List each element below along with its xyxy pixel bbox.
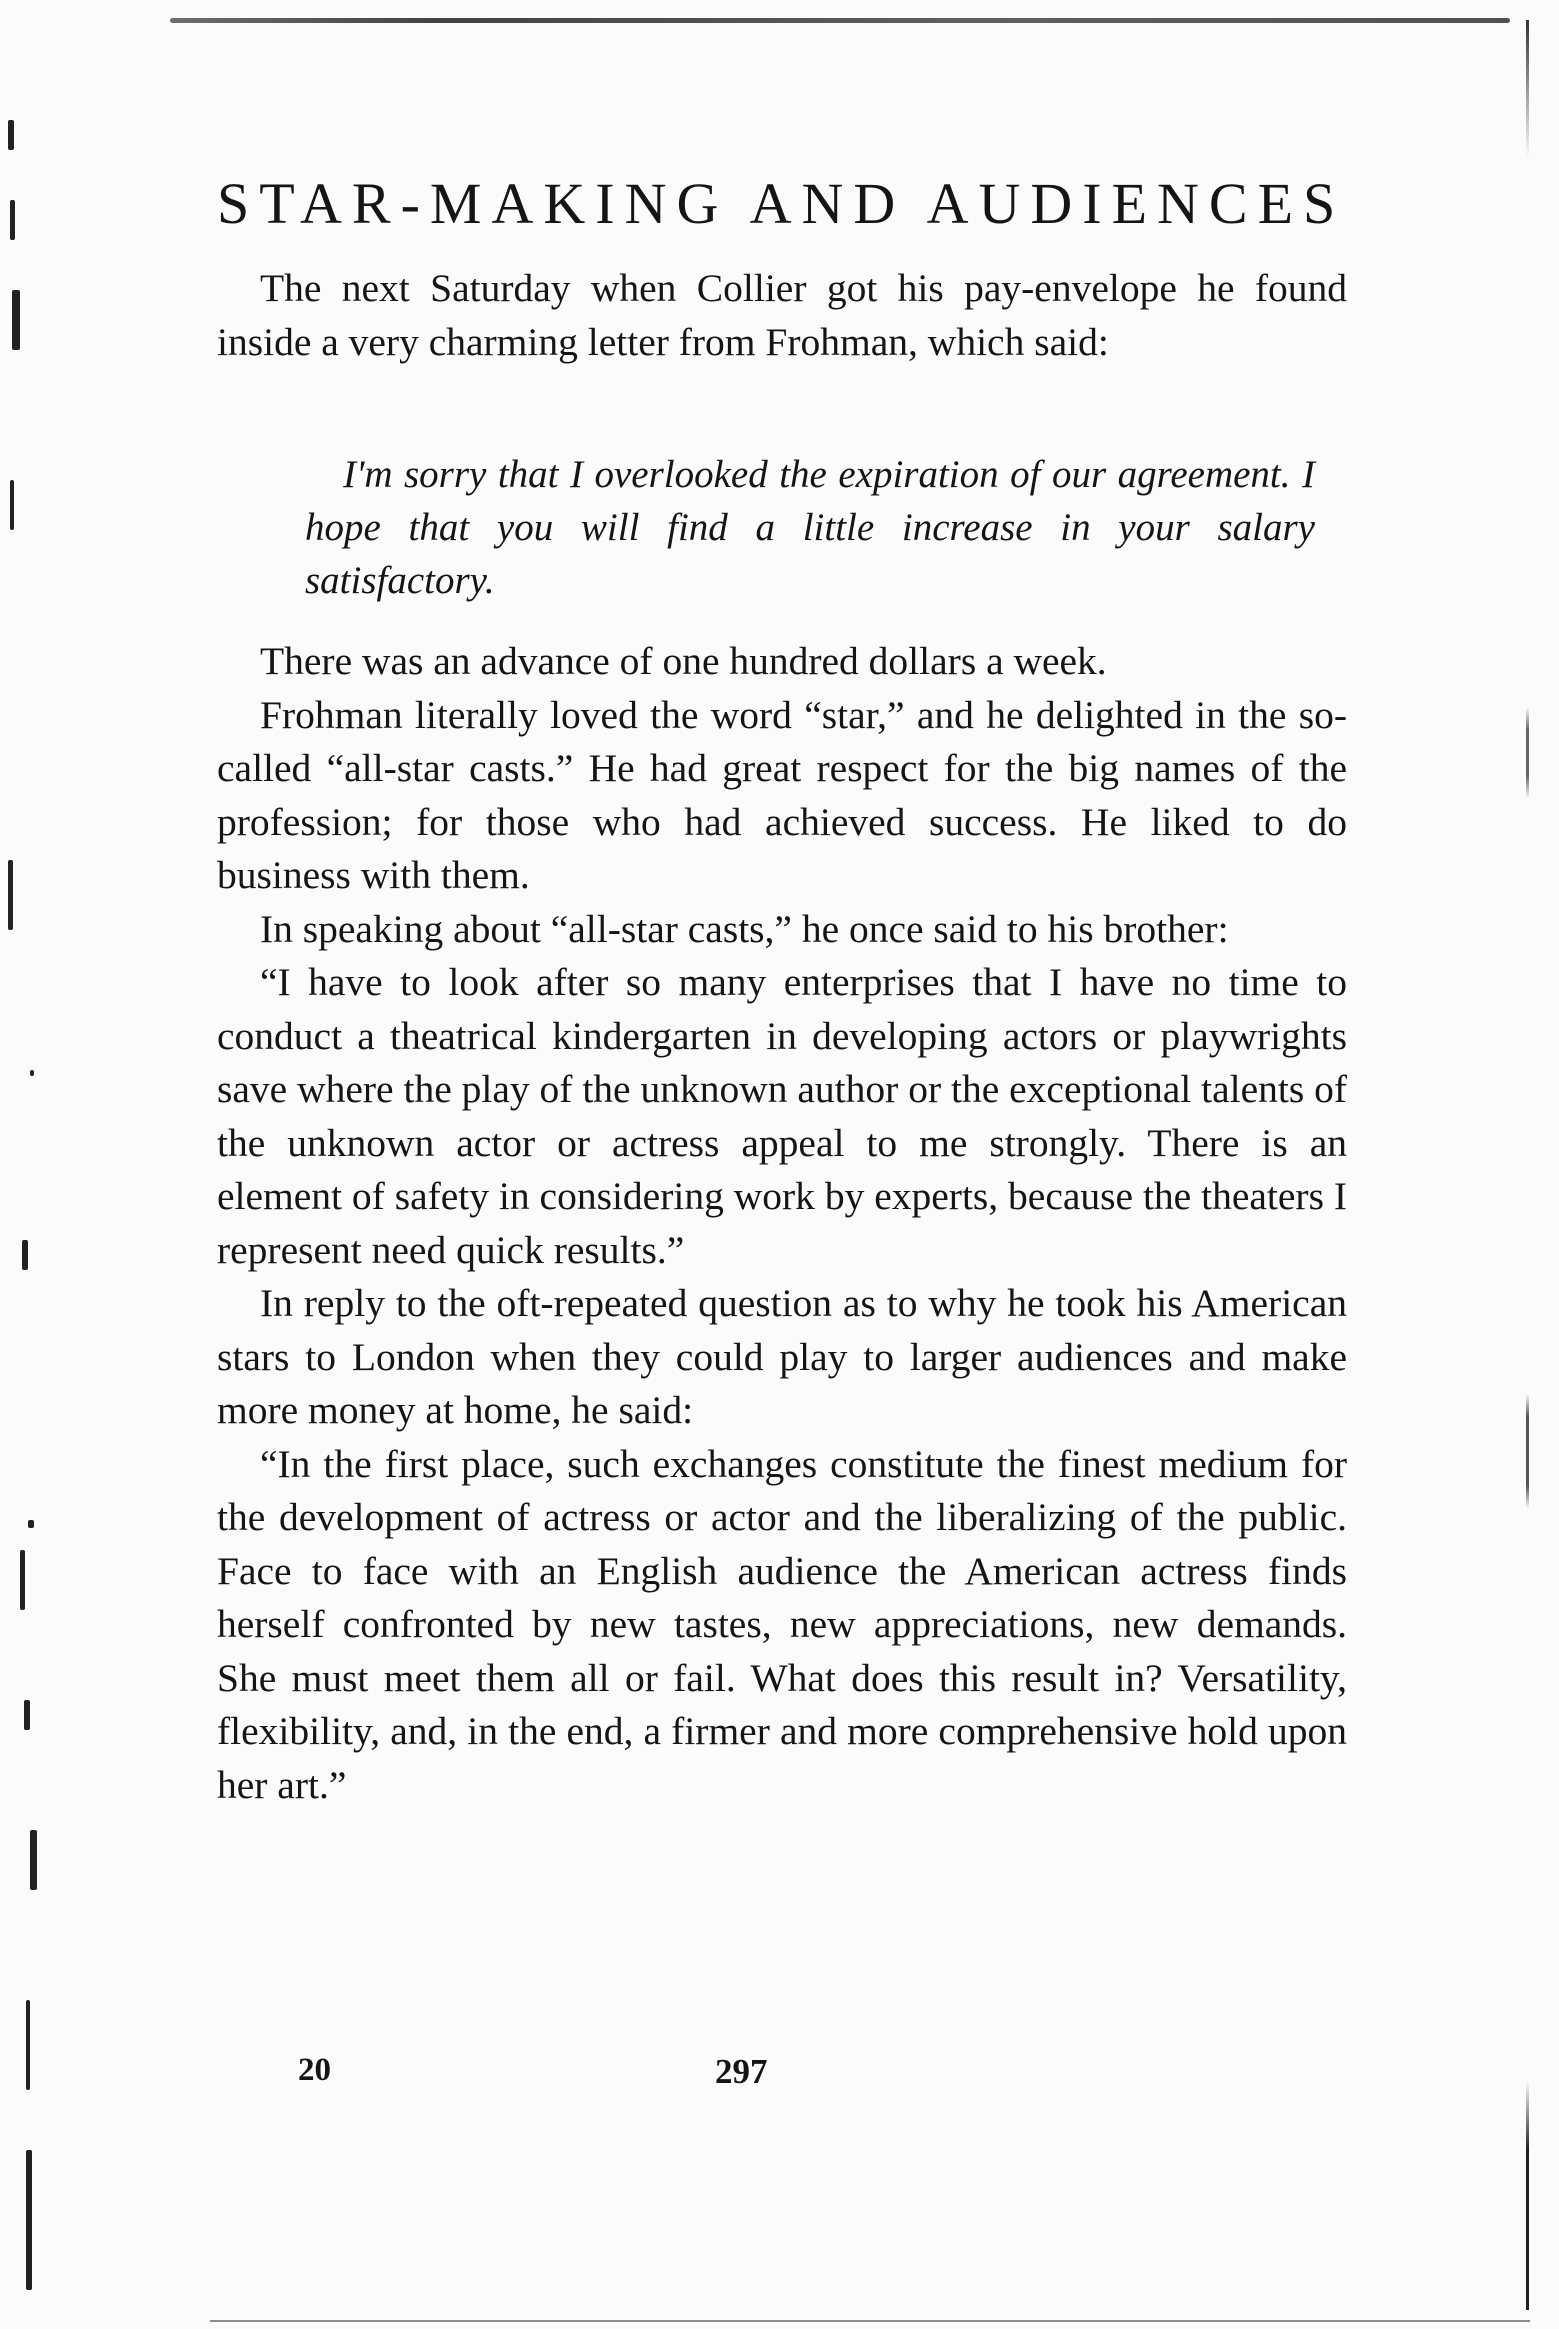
paragraph-star-love: Frohman literally loved the word “star,” and he delighted in the so-called “all-star casts.” He had great respect for the big names of the profession; for those who had achieved success. He liked to do business with them. (217, 692, 1347, 897)
body-text (217, 635, 1347, 1812)
letter-quote: I'm sorry that I overlooked the expiration of our agreement. I hope that you will find a little increase in your salary satisfactory. (305, 453, 1315, 602)
paragraph-enterprises-quote: “I have to look after so many enterprises that I have no time to conduct a theatrical kindergarten in developing actors or playwrights save where the play of the unknown author or the exceptional talents of the unknown actor or actress appeal to me strongly. There is an element of safety in considering work by experts, because the theaters I represent need quick results.” (217, 960, 1347, 1272)
intro-block (217, 262, 1347, 369)
binding-edge-specks (0, 0, 60, 2329)
top-edge-rule (170, 18, 1510, 23)
paragraph-all-star-casts: In speaking about “all-star casts,” he once said to his brother: (260, 906, 1229, 951)
page-number: 297 (715, 2052, 768, 2091)
paragraph-london-question: In reply to the oft-repeated question as to why he took his American stars to London when they could play to larger audiences and make more money at home, he said: (217, 1281, 1347, 1432)
paragraph-collier-letter: The next Saturday when Collier got his pay-envelope he found inside a very charming letter from Frohman, which said: (217, 266, 1347, 364)
bottom-edge-rule (210, 2320, 1530, 2322)
right-page-edge (1526, 20, 1529, 2310)
paragraph-salary-advance: There was an advance of one hundred dollars a week. (260, 639, 1107, 683)
signature-mark: 20 (298, 2052, 331, 2088)
paragraph-exchanges-quote: “In the first place, such exchanges constitute the finest medium for the development of actress or actor and the liberalizing of the public. Face to face with an English audience the American actress finds herself confronted by new tastes, new appreciations, new demands. She must meet them all or fail. What does this result in? Versatility, flexibility, and, in the end, a firmer and more comprehensive hold upon her art.” (217, 1441, 1347, 1807)
page-heading: STAR-MAKING AND AUDIENCES (217, 171, 1346, 236)
